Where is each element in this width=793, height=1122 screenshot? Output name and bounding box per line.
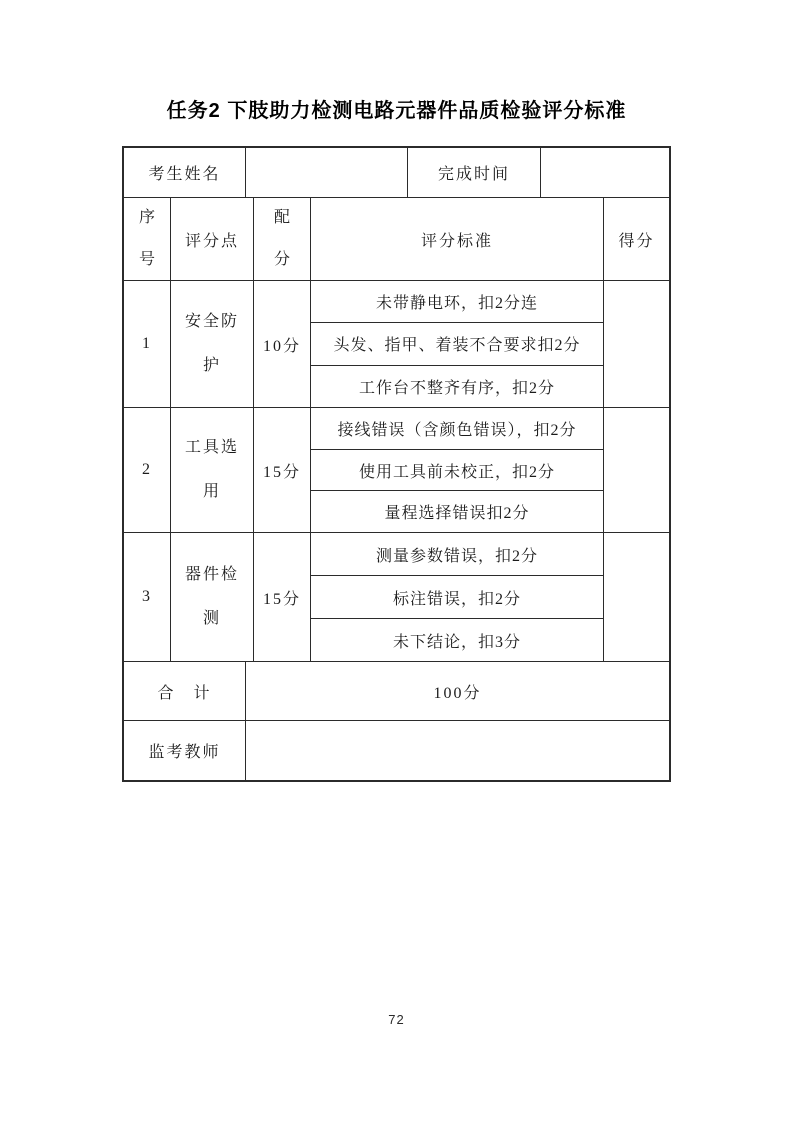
criteria-subrow: 未下结论，扣3分 [392,633,521,651]
cell-score-value [604,281,669,407]
criteria-subrow: 标注错误，扣2分 [311,576,603,619]
cell-score-value [604,408,669,532]
criteria-subrow: 使用工具前未校正，扣2分 [311,450,603,492]
scoring-point: 安全防护 [184,313,239,374]
section-row-3 [124,533,669,662]
cell-criteria-group [311,281,604,407]
col-header-index-label: 序号 [138,209,155,268]
cell-criteria-group [311,408,604,532]
cell-scoring-point [171,533,254,661]
allocation-value: 15分 [262,590,301,608]
criteria-subrow: 测量参数错误，扣2分 [311,533,603,576]
scoring-point: 器件检测 [184,566,239,627]
section-index: 1 [142,335,152,352]
invigilator-label: 监考教师 [148,744,221,761]
total-value: 100分 [433,684,482,702]
cell-score-value [604,533,669,661]
cell-invigilator-label [124,721,246,780]
col-header-score [604,198,669,280]
cell-candidate-name-value [246,148,408,197]
col-header-allocation [254,198,311,280]
cell-completion-time-label [408,148,541,197]
cell-section-index [124,408,171,532]
cell-total-value [246,662,669,720]
row-candidate-info [124,148,669,198]
cell-allocation [254,408,311,532]
col-header-criteria [311,198,604,280]
cell-criteria-group [311,533,604,661]
row-column-headers [124,198,669,281]
section-index: 2 [142,461,152,478]
cell-section-index [124,533,171,661]
cell-invigilator-value [246,721,669,780]
criteria-subrow: 工作台不整齐有序，扣2分 [358,379,555,397]
cell-completion-time-value [541,148,669,197]
col-header-point [171,198,254,280]
row-total [124,662,669,721]
page-title: 任务2 下肢助力检测电路元器件品质检验评分标准 [166,100,627,122]
row-invigilator [124,721,669,780]
cell-scoring-point [171,408,254,532]
total-label: 合 计 [157,684,212,702]
completion-time-label: 完成时间 [437,166,510,183]
scoring-point: 工具选用 [184,439,239,500]
criteria-subrow: 头发、指甲、着装不合要求扣2分 [311,323,603,365]
cell-scoring-point [171,281,254,407]
candidate-name-label: 考生姓名 [148,166,221,183]
cell-candidate-name-label [124,148,246,197]
scoring-table [122,146,671,782]
section-row-1 [124,281,669,408]
criteria-subrow: 接线错误（含颜色错误），扣2分 [311,408,603,450]
allocation-value: 15分 [262,463,301,481]
allocation-value: 10分 [262,337,301,355]
criteria-subrow: 未带静电环，扣2分连 [311,281,603,323]
cell-section-index [124,281,171,407]
col-header-point-label: 评分点 [184,232,239,250]
cell-allocation [254,281,311,407]
section-row-2 [124,408,669,533]
col-header-criteria-label: 评分标准 [420,232,493,250]
col-header-score-label: 得分 [618,232,655,250]
criteria-subrow: 量程选择错误扣2分 [384,505,530,523]
col-header-index [124,198,171,280]
section-index: 3 [142,588,152,605]
cell-total-label [124,662,246,720]
cell-allocation [254,533,311,661]
col-header-allocation-label: 配分 [273,209,290,268]
page-number: 72 [388,1012,405,1027]
